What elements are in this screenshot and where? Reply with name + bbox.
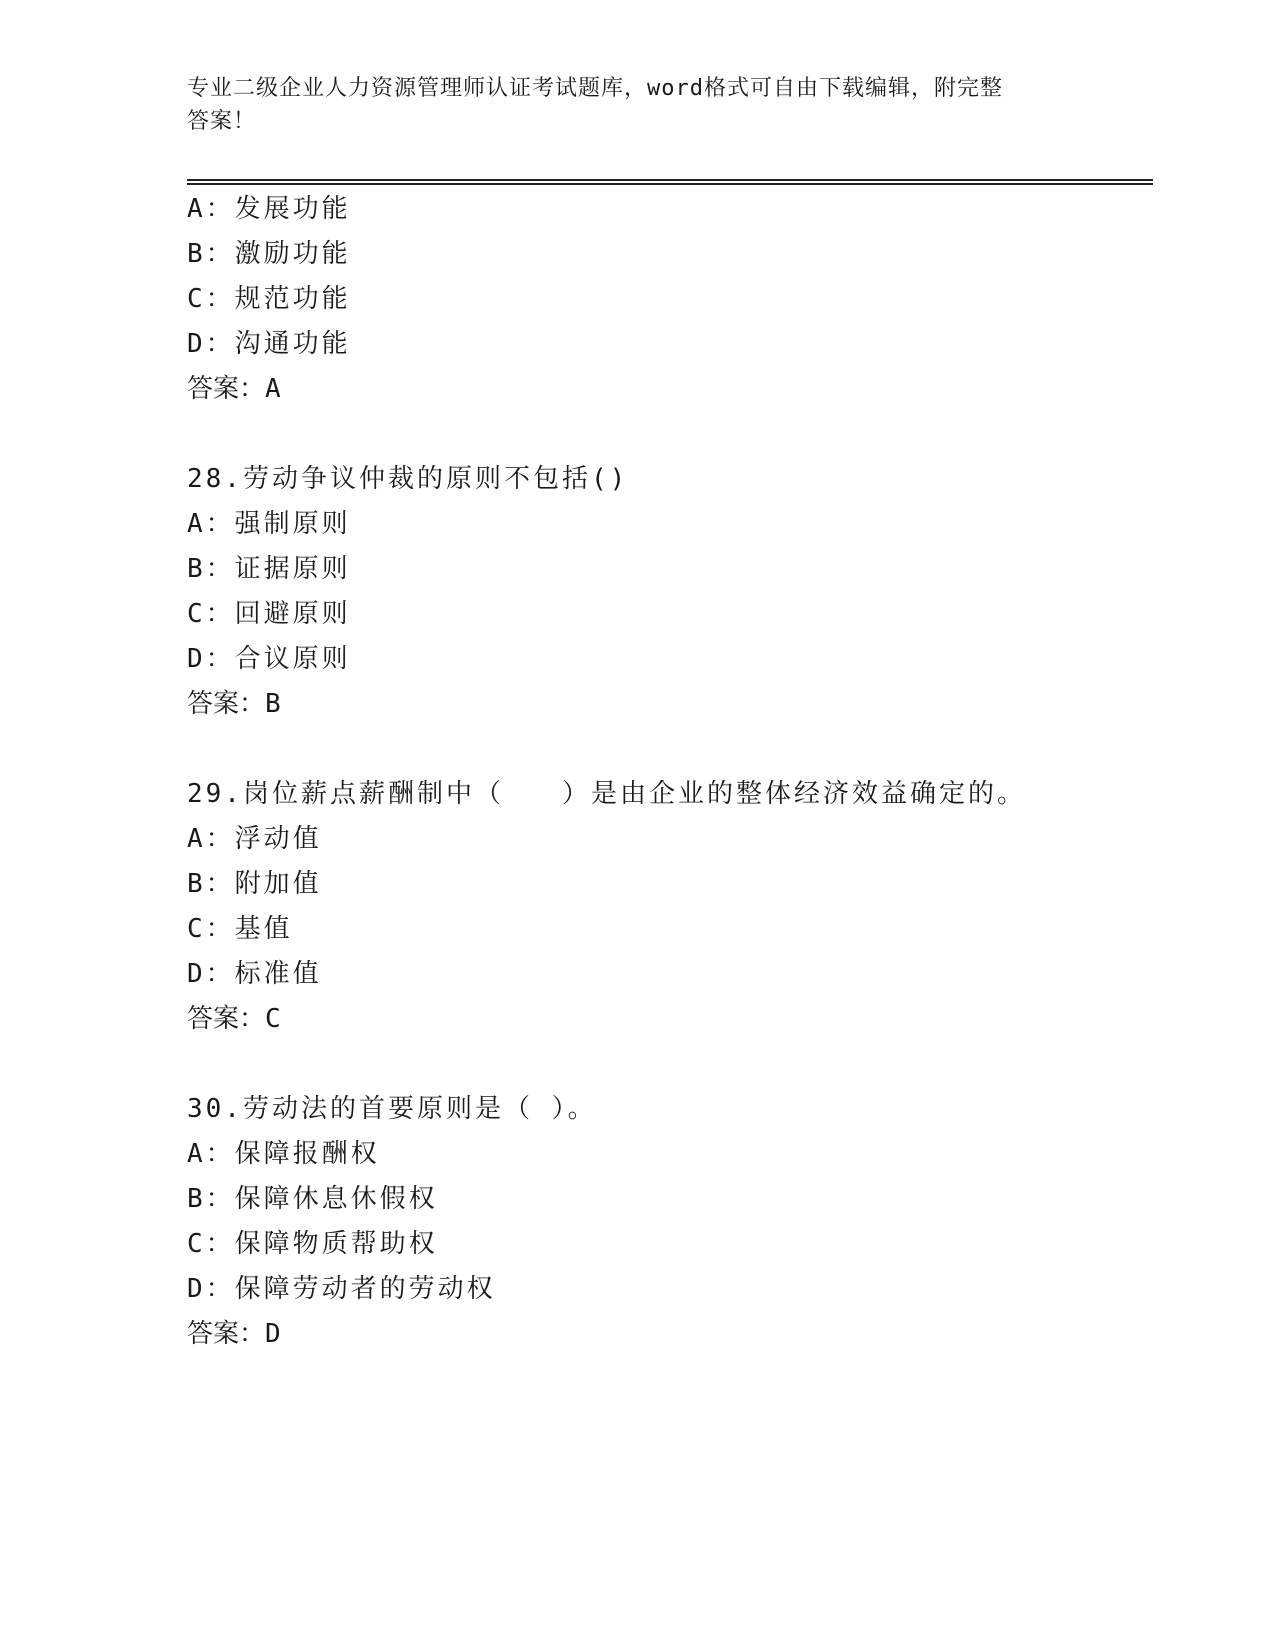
option-c: C：回避原则 [187, 599, 351, 629]
header-line-2: 答案！ [187, 109, 257, 134]
answer [187, 1002, 281, 1036]
document-header [187, 72, 1067, 138]
answer-label: 答案： [187, 1319, 266, 1349]
answer-label: 答案： [187, 1004, 266, 1034]
option-c: C：规范功能 [187, 284, 351, 314]
answer-label: 答案： [187, 374, 266, 404]
answer-value: A [265, 374, 281, 404]
option-c: C：基值 [187, 914, 293, 944]
option-c: C：保障物质帮助权 [187, 1229, 438, 1259]
option-b: B：保障休息休假权 [187, 1184, 438, 1214]
option-d: D：保障劳动者的劳动权 [187, 1274, 496, 1304]
answer-value: C [265, 1004, 281, 1034]
question-stem: 30.劳动法的首要原则是（ ）。 [187, 1094, 597, 1124]
header-line-1: 专业二级企业人力资源管理师认证考试题库，word格式可自由下载编辑，附完整 [187, 76, 1003, 101]
header-divider-top [187, 179, 1153, 181]
question-stem: 29.岗位薪点薪酬制中（ ）是由企业的整体经济效益确定的。 [187, 779, 1026, 809]
answer-label: 答案： [187, 689, 266, 719]
option-b: B：激励功能 [187, 239, 351, 269]
header-divider-bottom [187, 183, 1153, 185]
option-a: A：发展功能 [187, 194, 351, 224]
answer [187, 1317, 281, 1351]
option-d: D：标准值 [187, 959, 322, 989]
option-b: B：附加值 [187, 869, 322, 899]
option-d: D：合议原则 [187, 644, 351, 674]
option-d: D：沟通功能 [187, 329, 351, 359]
answer-value: D [265, 1319, 281, 1349]
question-stem: 28.劳动争议仲裁的原则不包括() [187, 464, 629, 494]
option-a: A：保障报酬权 [187, 1139, 380, 1169]
answer [187, 687, 281, 721]
option-a: A：浮动值 [187, 824, 322, 854]
option-b: B：证据原则 [187, 554, 351, 584]
option-a: A：强制原则 [187, 509, 351, 539]
answer-value: B [265, 689, 281, 719]
answer [187, 372, 281, 406]
